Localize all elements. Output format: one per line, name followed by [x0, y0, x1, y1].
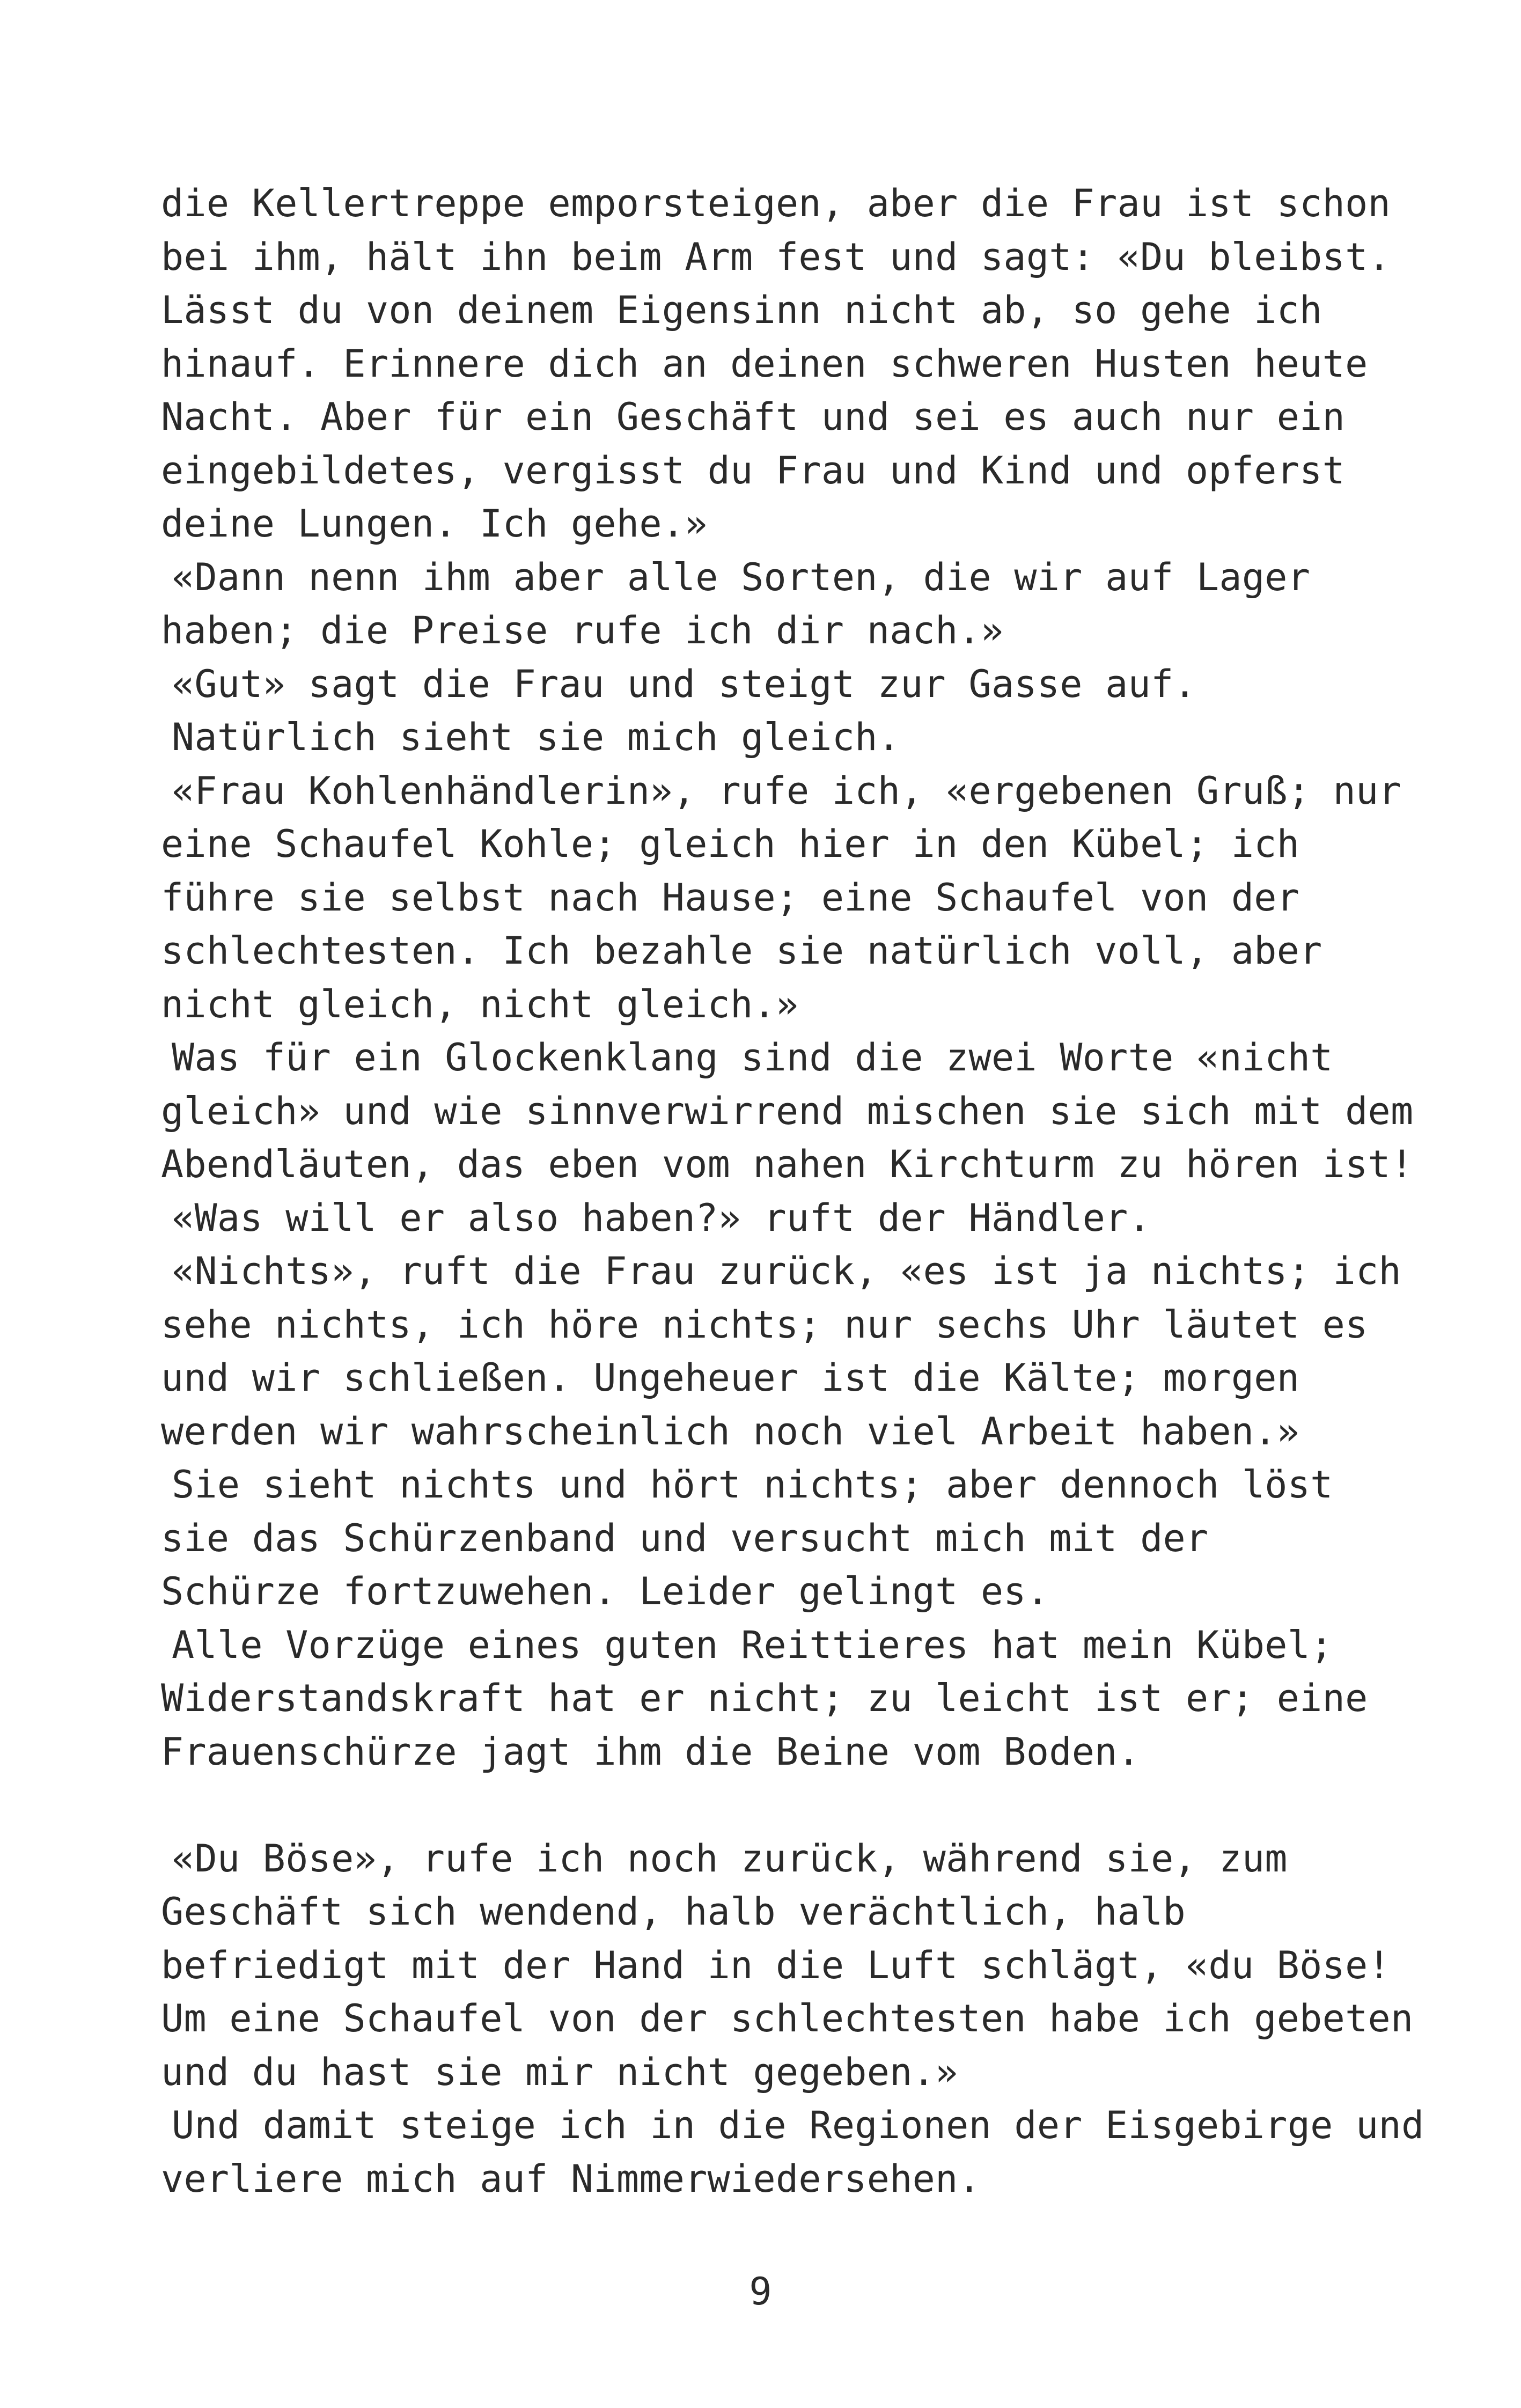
text-line: Abendläuten, das eben vom nahen Kirchturm zu hören ist! [161, 1142, 1414, 1186]
text-line: sehe nichts, ich höre nichts; nur sechs Uhr läutet es [161, 1302, 1368, 1347]
text-line: gleich» und wie sinnverwirrend mischen sie sich mit dem [161, 1089, 1414, 1133]
text-line: Geschäft sich wendend, halb verächtlich, halb [161, 1890, 1186, 1934]
text-line: Alle Vorzüge eines guten Reittieres hat mein Kübel; [172, 1623, 1333, 1667]
text-line: Nacht. Aber für ein Geschäft und sei es auch nur ein [161, 395, 1346, 439]
text-line: Um eine Schaufel von der schlechtesten habe ich gebeten [161, 1996, 1414, 2040]
text-line: «Was will er also haben?» ruft der Händler. [172, 1195, 1151, 1240]
text-line: deine Lungen. Ich gehe.» [161, 502, 708, 546]
text-line: schlechtesten. Ich bezahle sie natürlich voll, aber [161, 929, 1322, 973]
text-line: nicht gleich, nicht gleich.» [161, 982, 799, 1026]
text-line: Frauenschürze jagt ihm die Beine vom Boden. [161, 1729, 1141, 1774]
text-line: Was für ein Glockenklang sind die zwei Worte «nicht [172, 1036, 1333, 1080]
text-line: und du hast sie mir nicht gegeben.» [161, 2050, 958, 2094]
text-line: sie das Schürzenband und versucht mich mit der [161, 1516, 1209, 1560]
text-line: Widerstandskraft hat er nicht; zu leicht ist er; eine [161, 1676, 1368, 1720]
page-number: 9 [749, 2270, 772, 2314]
text-line: eine Schaufel Kohle; gleich hier in den Kübel; ich [161, 822, 1300, 866]
text-line: hinauf. Erinnere dich an deinen schweren Husten heute [161, 341, 1368, 386]
text-line: «Nichts», ruft die Frau zurück, «es ist ja nichts; ich [172, 1249, 1401, 1293]
text-line: «Dann nenn ihm aber alle Sorten, die wir auf Lager [172, 555, 1311, 599]
text-line: befriedigt mit der Hand in die Luft schlägt, «du Böse! [161, 1943, 1391, 1987]
text-line: «Frau Kohlenhändlerin», rufe ich, «ergebenen Gruß; nur [172, 768, 1401, 813]
body-text [161, 177, 1424, 2206]
text-line: und wir schließen. Ungeheuer ist die Kälte; morgen [161, 1356, 1300, 1400]
paragraph-gap [161, 1779, 1395, 1832]
text-line: Und damit steige ich in die Regionen der Eisgebirge und [172, 2103, 1424, 2147]
text-line: «Gut» sagt die Frau und steigt zur Gasse auf. [172, 662, 1196, 706]
text-line: Sie sieht nichts und hört nichts; aber dennoch löst [172, 1463, 1333, 1507]
text-line: verliere mich auf Nimmerwiedersehen. [161, 2156, 981, 2201]
text-line: die Kellertreppe emporsteigen, aber die Frau ist schon [161, 181, 1391, 225]
text-line: «Du Böse», rufe ich noch zurück, während sie, zum [172, 1836, 1288, 1881]
text-line: eingebildetes, vergisst du Frau und Kind und opferst [161, 448, 1346, 493]
text-line: Schürze fortzuwehen. Leider gelingt es. [161, 1569, 1049, 1613]
text-line: werden wir wahrscheinlich noch viel Arbeit haben.» [161, 1409, 1300, 1453]
text-line: Lässt du von deinem Eigensinn nicht ab, so gehe ich [161, 288, 1322, 332]
text-line: bei ihm, hält ihn beim Arm fest und sagt: «Du bleibst. [161, 234, 1391, 279]
text-line: Natürlich sieht sie mich gleich. [172, 715, 901, 759]
text-line: haben; die Preise rufe ich dir nach.» [161, 608, 1004, 652]
text-line: führe sie selbst nach Hause; eine Schaufel von der [161, 875, 1300, 920]
